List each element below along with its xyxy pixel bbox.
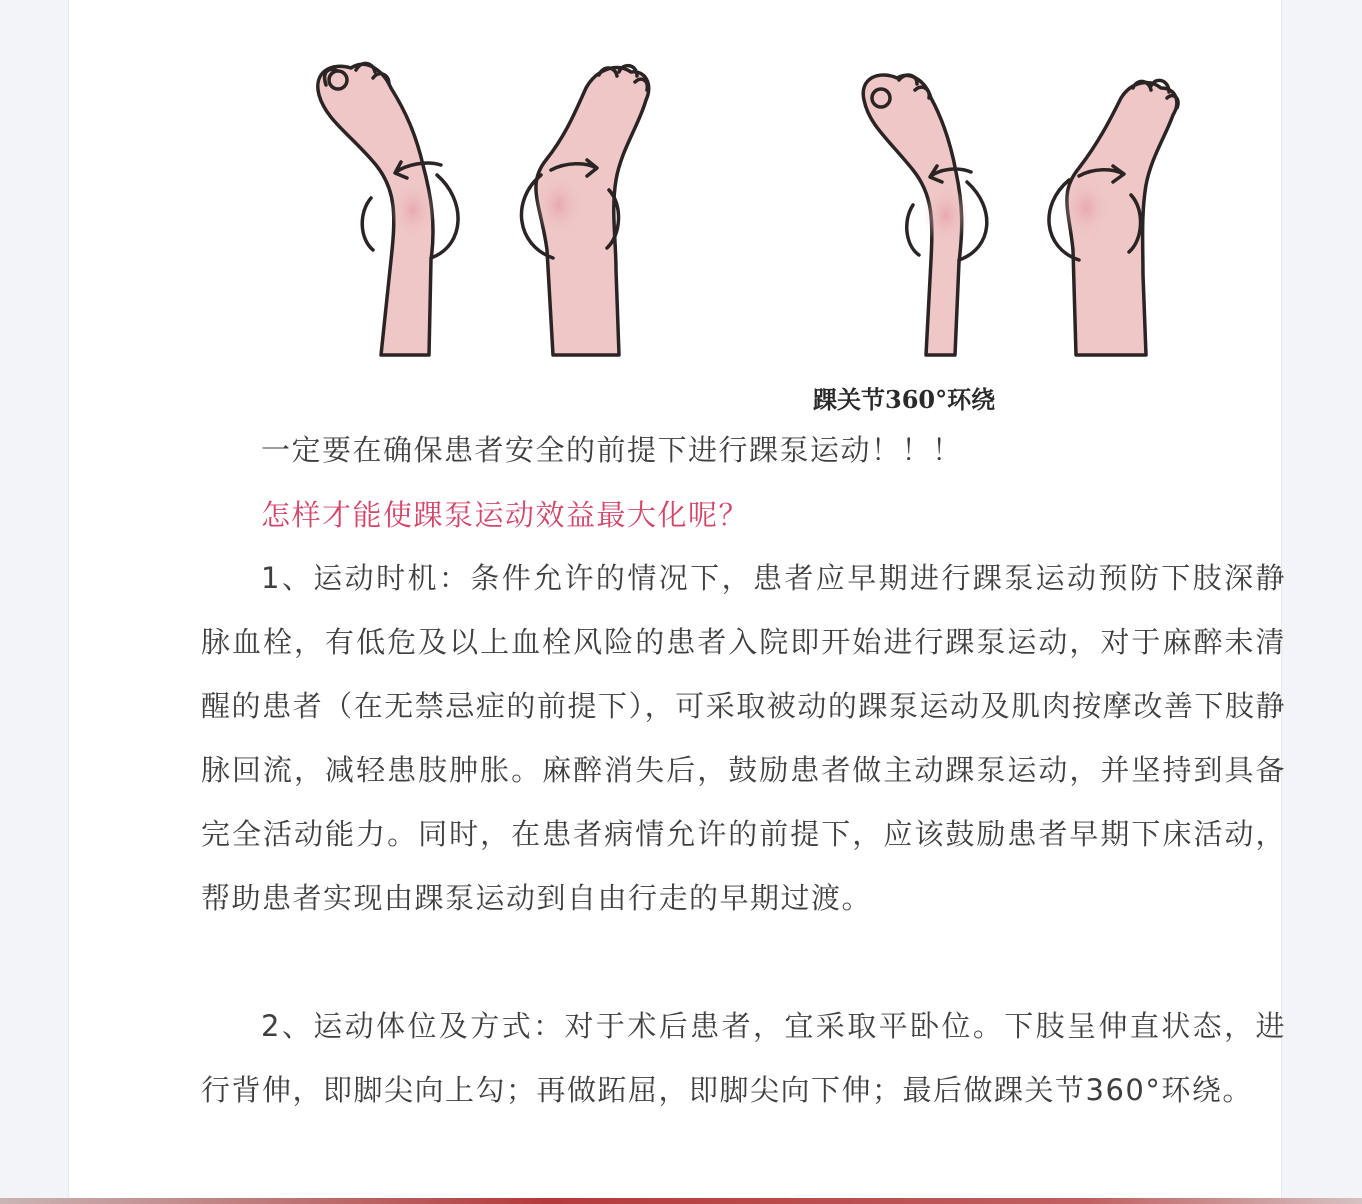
paragraph-exercise-timing: 1、运动时机：条件允许的情况下，患者应早期进行踝泵运动预防下肢深静脉血栓，有低危及以上血栓风险的患者入院即开始进行踝泵运动，对于麻醉未清醒的患者（在无禁忌症的前提下），可采取被动的踝泵运动及肌肉按摩改善下肢静脉回流，减轻患肢肿胀。麻醉消失后，鼓励患者做主动踝泵运动，并坚持到具备完全活动能力。同时，在患者病情允许的前提下，应该鼓励患者早期下床活动，帮助患者实现由踝泵运动到自由行走的早期过渡。 xyxy=(201,561,1286,915)
feet-drawing xyxy=(191,0,1281,420)
foot-2 xyxy=(521,66,648,355)
ankle-rotation-illustration xyxy=(191,0,1281,420)
figure-caption: 踝关节360°环绕 xyxy=(813,385,996,414)
article-page xyxy=(68,0,1286,1204)
paragraph-exercise-position: 2、运动体位及方式：对于术后患者，宜采取平卧位。下肢呈伸直状态，进行背伸，即脚尖向上勾；再做跖屈，即脚尖向下伸；最后做踝关节360°环绕。 xyxy=(201,1009,1286,1107)
foot-4 xyxy=(1049,80,1178,355)
foot-1 xyxy=(318,63,458,355)
bottom-edge-strip xyxy=(0,1198,1362,1204)
section-question: 怎样才能使踝泵运动效益最大化呢？ xyxy=(261,498,750,532)
safety-warning: 一定要在确保患者安全的前提下进行踝泵运动！！！ xyxy=(261,433,963,467)
foot-3 xyxy=(863,75,987,355)
